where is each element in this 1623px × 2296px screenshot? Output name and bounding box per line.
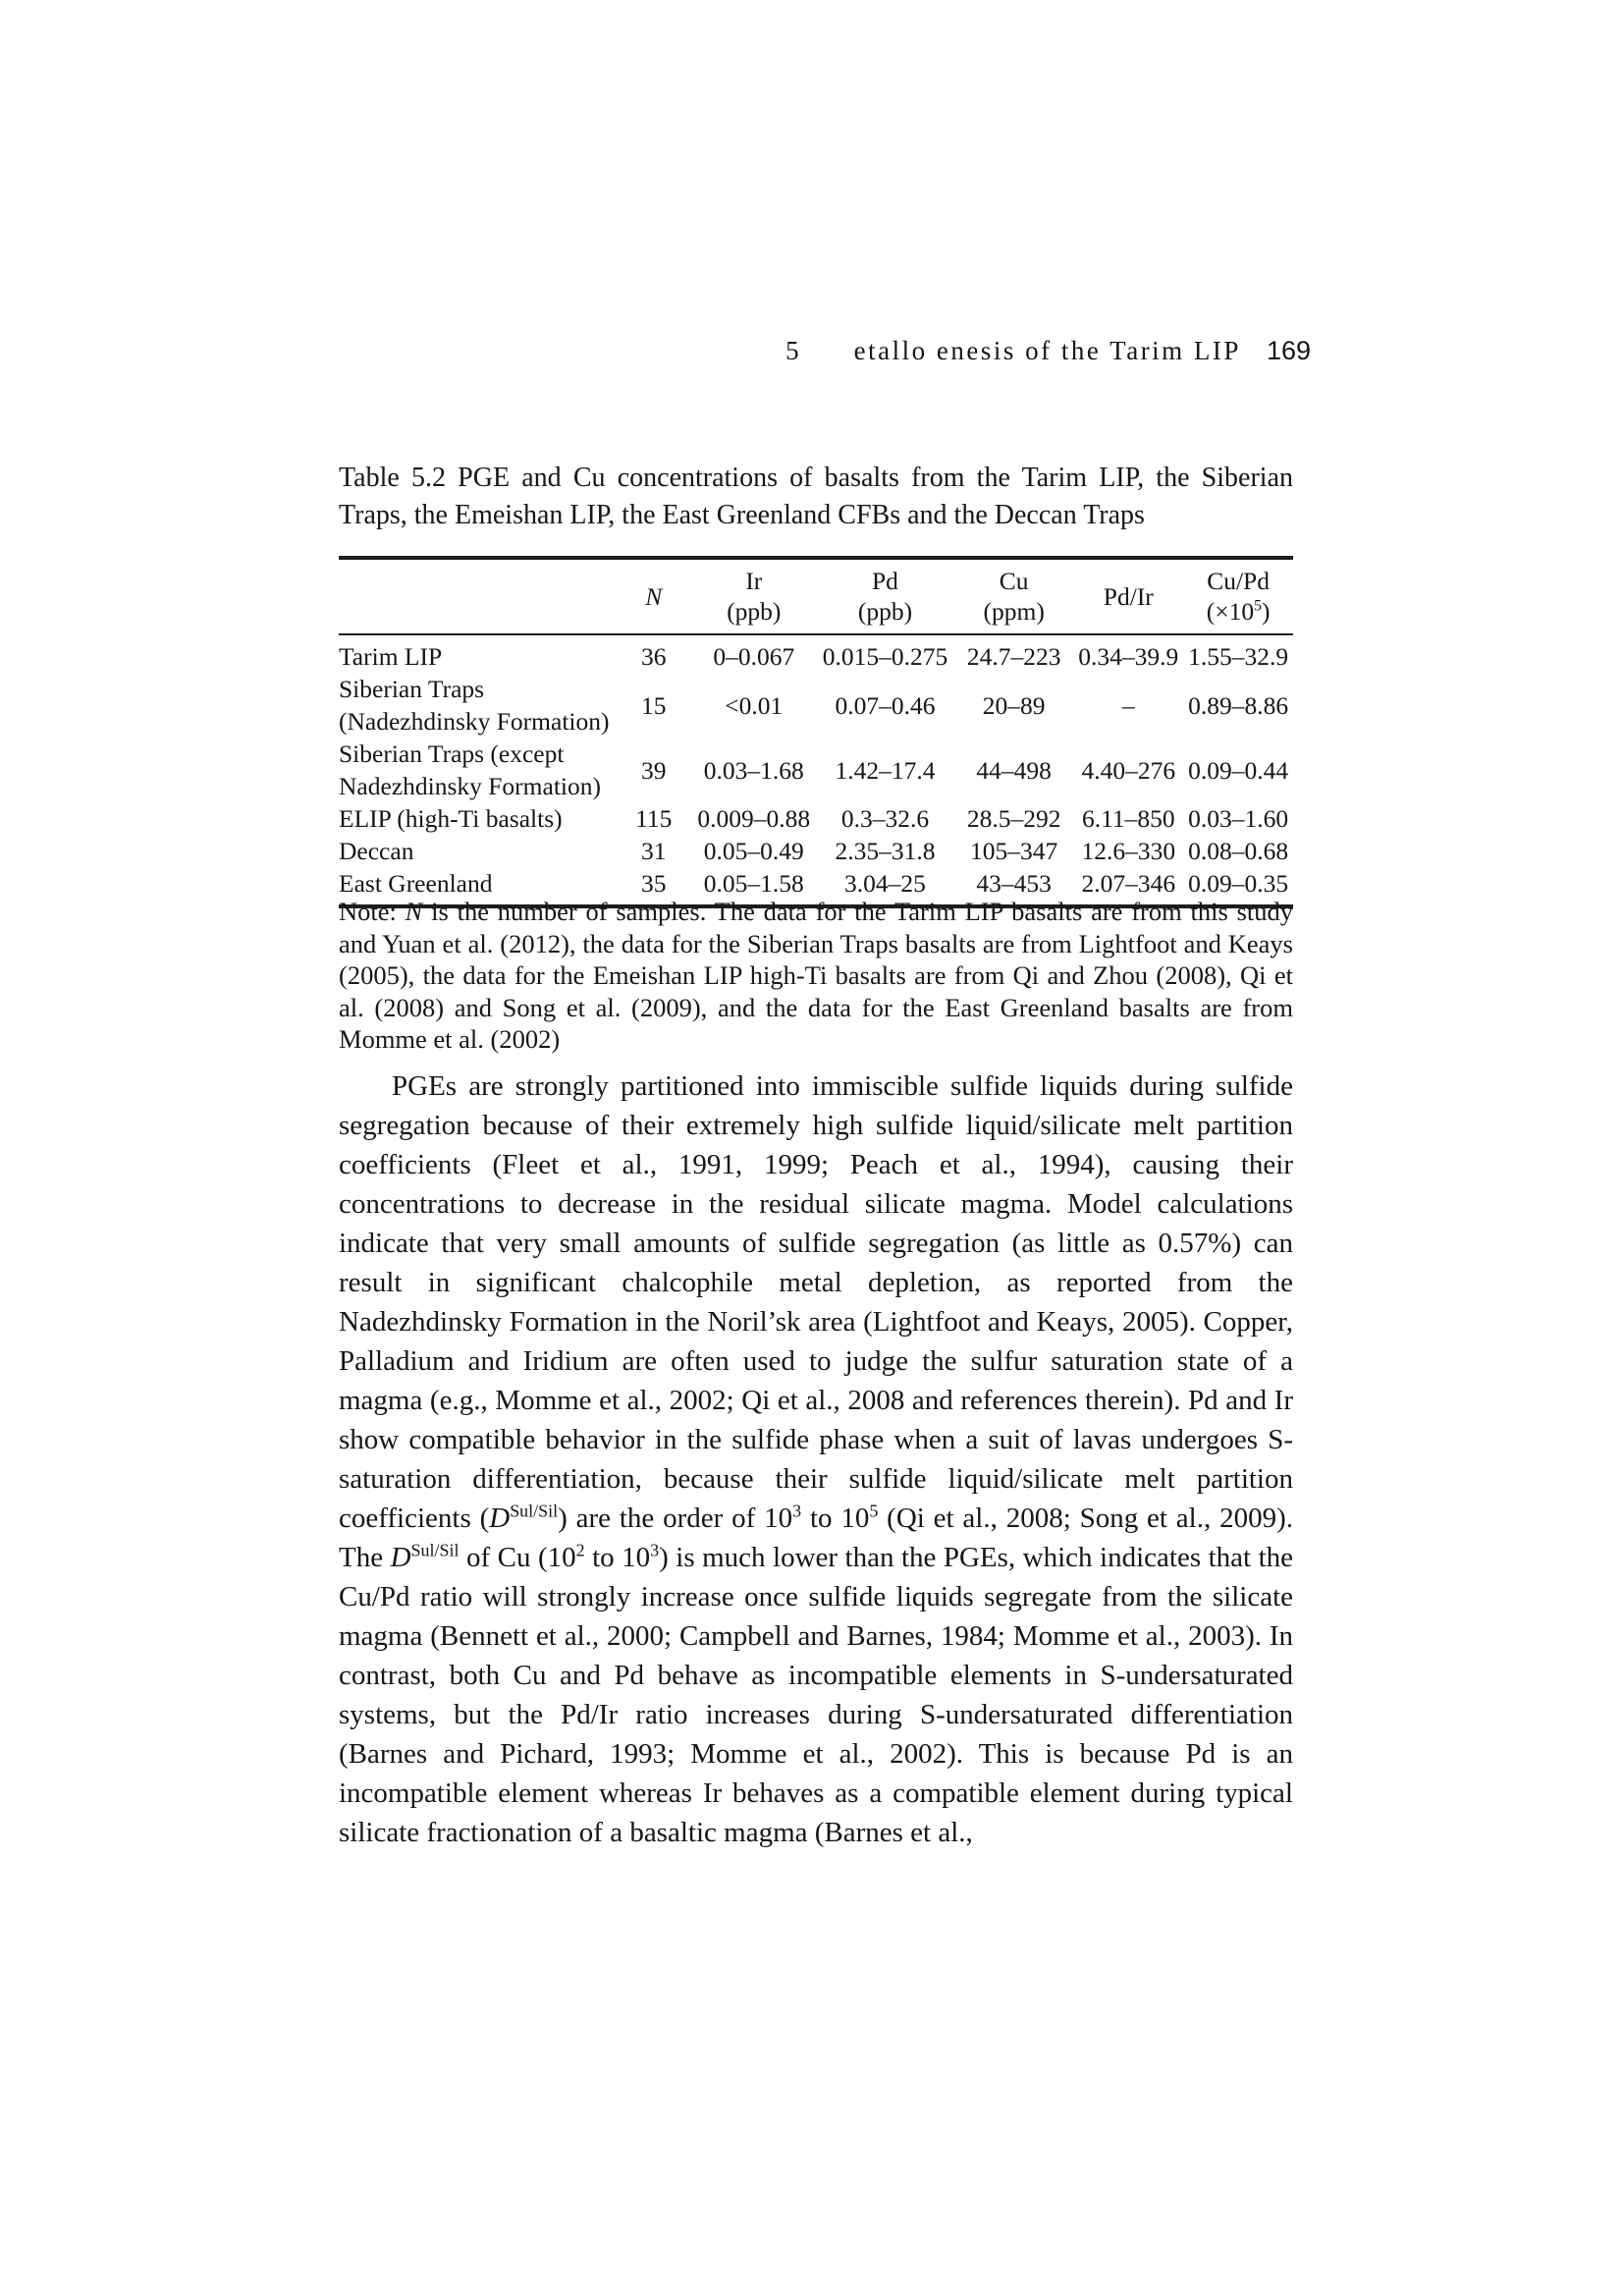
cell-cupd: 0.09–0.44 [1188, 755, 1289, 785]
cell-cu: 105–347 [970, 837, 1058, 865]
table-container [339, 556, 1293, 908]
cell-pd: 2.35–31.8 [835, 837, 936, 865]
row-label: East Greenland [339, 869, 493, 898]
row-label: Siberian Traps (Nadezhdinsky Formation) [339, 675, 610, 736]
cell-cupd: 0.03–1.60 [1188, 804, 1289, 833]
column-header-ir: Ir (ppb) [692, 558, 816, 634]
row-label: Tarim LIP [339, 642, 443, 671]
cell-cu: 28.5–292 [966, 804, 1061, 833]
table-row [339, 673, 1293, 738]
row-label: Deccan [339, 837, 414, 865]
table-row [339, 738, 1293, 802]
cell-cupd: 1.55–32.9 [1188, 642, 1289, 671]
cell-pdir: 12.6–330 [1081, 837, 1176, 865]
body-paragraph: PGEs are strongly partitioned into immiscible sulfide liquids during sulfide segregation because of their extremely high sulfide liquid/silicate melt partition coefficients (Fleet et al., 1991, 1999; Peach et al., 1994), causing their concentrations to decrease in the residual silicate magma. Model calculations indicate that very small amounts of sulfide segregation (as little as 0.57%) can result in significant chalcophile metal depletion, as reported from the Nadezhdinsky Formation in the Noril’sk area (Lightfoot and Keays, 2005). Copper, Palladium and Iridium are often used to judge the sulfur saturation state of a magma (e.g., Momme et al., 2002; Qi et al., 2008 and references therein). Pd and Ir show compatible behavior in the sulfide phase when a suit of lavas undergoes S-saturation differentiation, because their sulfide liquid/silicate melt partition coefficients $(D^{Sul/Sil})$ are the order of $10^3$ to $10^5$ (Qi et al., 2008; Song et al., 2009). The $D^{Sul/Sil}$ of Cu ($10^2$ to $10^3$) is much lower than the PGEs, which indicates that the Cu/Pd ratio will strongly increase once sulfide liquids segregate from the silicate magma (Bennett et al., 2000; Campbell and Barnes, 1984; Momme et al., 2003). In contrast, both Cu and Pd behave as incompatible elements in S-undersaturated systems, but the Pd/Ir ratio increases during S-undersaturated differentiation (Barnes and Pichard, 1993; Momme et al., 2002). This is because Pd is an incompatible element whereas Ir behaves as a compatible element during typical silicate fractionation of a basaltic magma (Barnes et al., [339, 1070, 1293, 1848]
running-header [339, 336, 1311, 366]
cell-ir: 0.05–1.58 [703, 869, 804, 898]
cell-cu: 24.7–223 [966, 642, 1061, 671]
cell-ir: 0.009–0.88 [697, 804, 811, 833]
cell-ir: 0.03–1.68 [703, 755, 804, 785]
table-row [339, 634, 1293, 673]
column-header-rowlabel [339, 558, 616, 634]
cell-cu: 44–498 [976, 755, 1052, 785]
chapter-number: 5 [785, 336, 799, 365]
row-label: ELIP (high-Ti basalts) [339, 804, 563, 833]
cell-pdir: – [1121, 690, 1135, 720]
row-label: Siberian Traps (except Nadezhdinsky Formation) [339, 739, 601, 800]
cell-cu: 20–89 [982, 690, 1046, 720]
cell-cu: 43–453 [976, 869, 1052, 898]
pge-cu-concentration-table [339, 556, 1293, 908]
cell-n: 35 [641, 869, 667, 898]
cell-pd: 1.42–17.4 [835, 755, 936, 785]
cell-n: 39 [641, 755, 667, 785]
column-header-cupd: Cu/Pd $(\times 10^5)$ [1183, 558, 1293, 634]
running-title: etallo enesis of the Tarim LIP [853, 336, 1241, 365]
cell-ir: 0.05–0.49 [703, 837, 804, 865]
cell-pdir: 2.07–346 [1081, 869, 1176, 898]
cell-cupd: 0.89–8.86 [1188, 690, 1289, 720]
page-number: 169 [1266, 336, 1311, 365]
cell-ir: 0–0.067 [713, 642, 795, 671]
cell-n: 15 [641, 690, 667, 720]
column-header-pdir: Pd/Ir [1073, 558, 1183, 634]
cell-pdir: 6.11–850 [1081, 804, 1175, 833]
cell-pd: 0.07–0.46 [835, 690, 936, 720]
cell-cupd: 0.09–0.35 [1188, 869, 1289, 898]
cell-pd: 0.015–0.275 [822, 642, 948, 671]
cell-n: 31 [641, 837, 667, 865]
cell-pdir: 0.34–39.9 [1078, 642, 1179, 671]
cell-cupd: 0.08–0.68 [1188, 837, 1289, 865]
table-header-row [339, 558, 1293, 634]
table-row [339, 835, 1293, 867]
column-header-n: N [616, 558, 692, 634]
cell-n: 115 [635, 804, 673, 833]
cell-n: 36 [641, 642, 667, 671]
cell-pd: 3.04–25 [844, 869, 926, 898]
column-header-pd: Pd (ppb) [816, 558, 954, 634]
table-note: Note: N is the number of samples. The data for the Tarim LIP basalts are from this study and Yuan et al. (2012), the data for the Siberian Traps basalts are from Lightfoot and Keays (2005), the data for the Emeishan LIP high-Ti basalts are from Qi and Zhou (2008), Qi et al. (2008) and Song et al. (2009), and the data for the East Greenland basalts are from Momme et al. (2002) [339, 897, 1294, 1054]
cell-pd: 0.3–32.6 [840, 804, 930, 833]
table-caption: Table 5.2 PGE and Cu concentrations of basalts from the Tarim LIP, the Siberian Traps, the Emeishan LIP, the East Greenland CFBs and the Deccan Traps [339, 463, 1293, 530]
column-header-cu: Cu (ppm) [954, 558, 1074, 634]
cell-ir: <0.01 [725, 690, 784, 720]
table-row [339, 802, 1293, 835]
cell-pdir: 4.40–276 [1081, 755, 1176, 785]
